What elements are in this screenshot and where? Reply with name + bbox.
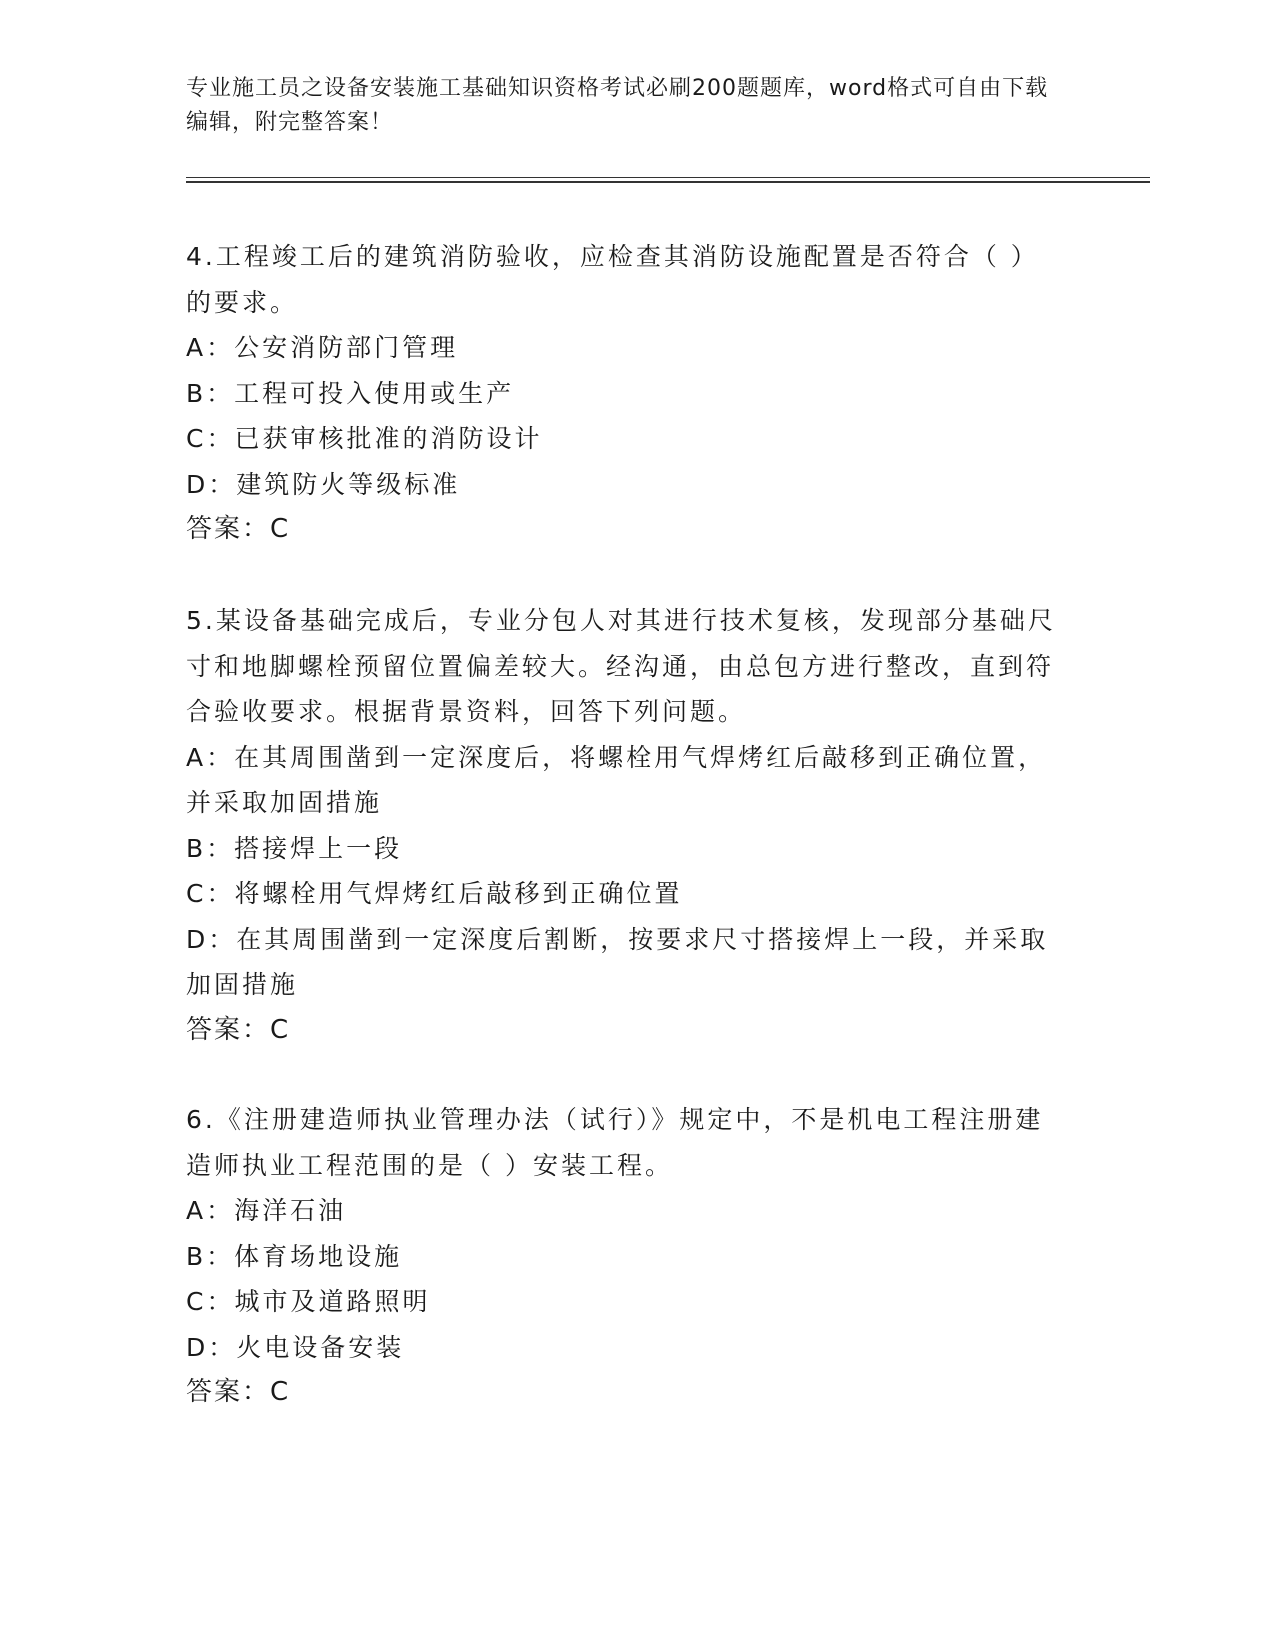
question-stem: 6.《注册建造师执业管理办法（试行）》规定中，不是机电工程注册建造师执业工程范围的是（ ）安装工程。 (186, 1105, 1044, 1180)
document-header: 专业施工员之设备安装施工基础知识资格考试必刷200题题库，word格式可自由下载编辑，附完整答案！ (186, 76, 1049, 135)
option-a: A：公安消防部门管理 (186, 333, 459, 362)
question-5 (186, 598, 1066, 1053)
answer: 答案：C (186, 1377, 291, 1407)
answer: 答案：C (186, 514, 291, 544)
option-c: C：城市及道路照明 (186, 1287, 431, 1316)
option-c: C：将螺栓用气焊烤红后敲移到正确位置 (186, 879, 683, 908)
option-d: D：建筑防火等级标准 (186, 469, 461, 499)
question-4 (186, 234, 1066, 553)
header-divider-thin (186, 177, 1150, 178)
option-a: A：在其周围凿到一定深度后，将螺栓用气焊烤红后敲移到正确位置，并采取加固措施 (186, 742, 1047, 817)
question-stem: 4.工程竣工后的建筑消防验收，应检查其消防设施配置是否符合（ ）的要求。 (186, 242, 1039, 317)
header-divider-thick (186, 181, 1150, 183)
option-b: B：工程可投入使用或生产 (186, 378, 515, 408)
option-d: D：在其周围凿到一定深度后割断，按要求尺寸搭接焊上一段，并采取加固措施 (186, 924, 1049, 999)
option-d: D：火电设备安装 (186, 1332, 405, 1362)
question-6 (186, 1097, 1066, 1416)
answer: 答案：C (186, 1014, 291, 1045)
option-b: B：搭接焊上一段 (186, 833, 403, 863)
option-c: C：已获审核批准的消防设计 (186, 424, 543, 453)
question-stem: 5.某设备基础完成后，专业分包人对其进行技术复核，发现部分基础尺寸和地脚螺栓预留位置偏差较大。经沟通，由总包方进行整改，直到符合验收要求。根据背景资料，回答下列问题。 (186, 606, 1056, 726)
option-b: B：体育场地设施 (186, 1241, 403, 1271)
option-a: A：海洋石油 (186, 1196, 347, 1225)
